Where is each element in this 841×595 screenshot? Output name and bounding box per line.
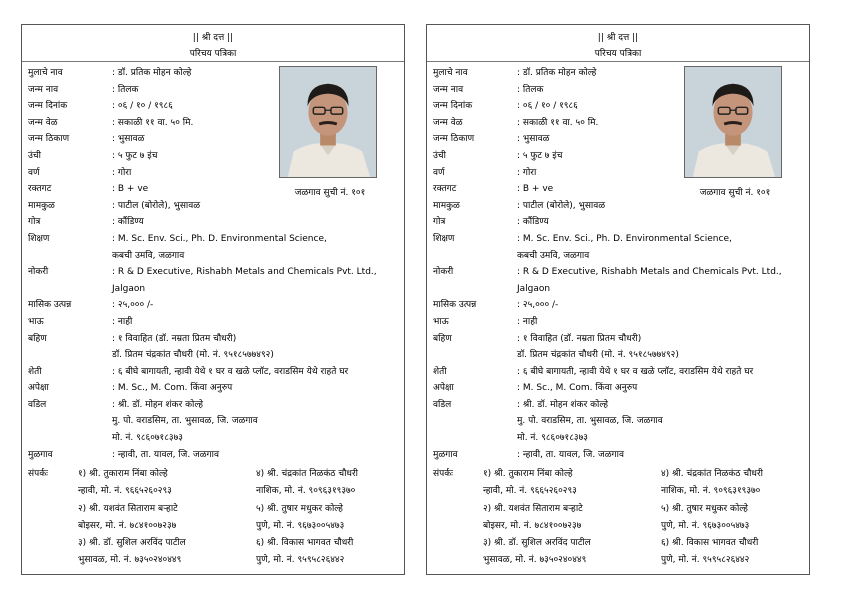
detail-label: मुलाचे नाव [28,68,63,78]
detail-row [28,281,408,298]
contact-left: ३) श्री. डॉ. सुशिल अरविंद पाटील [483,538,591,549]
contact-left: भुसावळ, मो. नं. ७३५०२४०४४९ [78,555,182,566]
detail-value: मु. पो. वराडसिम, ता. भुसावळ, जि. जळगाव [517,416,663,427]
detail-row [433,314,813,331]
detail-value: : M. Sc. Env. Sci., Ph. D. Environmental Science, [112,233,327,244]
detail-row [433,297,813,314]
contact-left: १) श्री. तुकाराम निंबा कोल्हे [483,469,573,479]
detail-label: जन्म दिनांक [28,101,68,112]
detail-value: : १ विवाहित (डॉ. नम्रता प्रितम चौधरी) [517,333,642,344]
detail-value: : ०६ / १० / १९८६ [112,101,173,112]
contacts-label: संपर्कः [433,469,453,479]
contact-right: पुणे, मो. नं. ९६७३००५४७३ [661,520,750,531]
detail-row [28,331,408,348]
header-title: परिचय पत्रिका [594,49,642,59]
detail-row [28,248,408,265]
profile-photo [279,66,377,178]
detail-row [433,231,813,248]
contact-row [28,535,403,552]
detail-value: : न्हावी, ता. यावल, जि. जळगाव [112,449,219,460]
detail-label: गोत्र [433,217,446,228]
detail-value: : R & D Executive, Rishabh Metals and Chemicals Pvt. Ltd., [112,267,377,278]
detail-label: शिक्षण [28,233,50,244]
detail-value: : १ विवाहित (डॉ. नम्रता प्रितम चौधरी) [112,333,237,344]
detail-label: जन्म वेळ [433,117,463,128]
detail-value: : भुसावळ [112,134,145,145]
biodata-card-left [21,24,405,575]
detail-row [28,380,408,397]
contact-right: ४) श्री. चंद्रकांत निळकंठ चौधरी [661,469,763,479]
detail-value: : पाटील (बोरोले), भुसावळ [112,200,201,211]
contact-right: नाशिक, मो. नं. ९०९६३१९३७० [256,486,356,497]
detail-value: : सकाळी ११ वा. ५० मि. [112,117,194,128]
detail-label: जन्म नाव [28,84,59,95]
header-shri-datta: || श्री दत्त || [192,33,234,43]
detail-row [433,380,813,397]
detail-value: कबची उमवि, जळगाव [517,250,590,261]
contact-left: न्हावी, मो. नं. ९६६५२६०२९३ [483,486,577,497]
detail-label: मुळगाव [28,449,53,460]
detail-label: रक्तगट [28,184,52,195]
detail-row [433,364,813,381]
detail-label: वडिल [28,399,47,410]
contact-row [28,552,403,569]
detail-row [28,347,408,364]
contact-right: नाशिक, मो. नं. ९०९६३१९३७० [661,486,761,497]
contact-row [28,483,403,500]
detail-value: : गोरा [517,167,537,178]
detail-value: : कौंडिण्य [112,217,144,228]
detail-row [433,413,813,430]
detail-label: मामकुळ [433,200,460,211]
detail-label: वर्ण [433,167,445,178]
detail-value: : B + ve [517,184,554,195]
detail-label: मासिक उत्पन्न [28,300,72,311]
contact-row [433,501,808,518]
biodata-card-right [426,24,810,575]
detail-value: : गोरा [112,167,132,178]
detail-row [28,297,408,314]
portrait-illustration [280,67,376,177]
contact-right: पुणे, मो. नं. ९५९५८२६४४२ [661,555,750,566]
detail-value: Jalgaon [517,283,551,294]
contact-right: ५) श्री. तुषार मधुकर कोल्हे [256,503,343,514]
detail-label: रक्तगट [433,184,457,195]
detail-label: जन्म ठिकाण [433,134,475,145]
detail-row [433,264,813,281]
contact-left: १) श्री. तुकाराम निंबा कोल्हे [78,469,168,479]
detail-row [28,364,408,381]
portrait-illustration [685,67,781,177]
contact-right: ५) श्री. तुषार मधुकर कोल्हे [661,503,748,514]
detail-value: : न्हावी, ता. यावल, जि. जळगाव [517,449,624,460]
detail-label: शिक्षण [433,233,455,244]
detail-value: : M. Sc. Env. Sci., Ph. D. Environmental Science, [517,233,732,244]
contact-right: ४) श्री. चंद्रकांत निळकंठ चौधरी [256,469,358,479]
detail-label: अपेक्षा [433,383,454,394]
detail-value: डॉ. प्रितम चंद्रकांत चौधरी (मो. नं. ९५१८५७७४९२) [112,350,274,361]
detail-row [433,248,813,265]
detail-row [28,447,408,464]
detail-value: : सकाळी ११ वा. ५० मि. [517,117,599,128]
detail-row [28,214,408,231]
detail-value: डॉ. प्रितम चंद्रकांत चौधरी (मो. नं. ९५१८५७७४९२) [517,350,679,361]
detail-label: बहिण [28,333,47,344]
detail-row [28,314,408,331]
detail-value: : ५ फुट ७ इंच [112,150,158,161]
photo-caption: जळगाव सुची नं. १०१ [699,188,771,198]
detail-value: : २५,००० /- [517,300,559,311]
header-title: परिचय पत्रिका [189,49,237,59]
contact-left: २) श्री. यशवंत सिताराम बऱ्हाटे [78,503,178,514]
contact-row [433,518,808,535]
contact-left: ३) श्री. डॉ. सुशिल अरविंद पाटील [78,538,186,549]
detail-label: भाऊ [433,316,449,327]
header-divider [427,61,809,62]
contact-left: न्हावी, मो. नं. ९६६५२६०२९३ [78,486,172,497]
detail-value: : नाही [517,316,538,327]
header-divider [22,61,404,62]
detail-row [28,397,408,414]
detail-value: : डॉ. प्रतिक मोहन कोल्हे [517,68,597,78]
detail-value: मु. पो. वराडसिम, ता. भुसावळ, जि. जळगाव [112,416,258,427]
detail-row [28,264,408,281]
detail-label: जन्म वेळ [28,117,58,128]
contact-left: भुसावळ, मो. नं. ७३५०२४०४४९ [483,555,587,566]
detail-row [28,430,408,447]
detail-label: वडिल [433,399,452,410]
detail-value: मो. नं. ९८६०७१८३७३ [517,433,588,444]
detail-label: अपेक्षा [28,383,49,394]
detail-label: शेती [28,366,42,377]
detail-row [433,447,813,464]
detail-label: मामकुळ [28,200,55,211]
detail-value: : B + ve [112,184,149,195]
detail-row [28,198,408,215]
detail-label: नोकरी [433,267,454,278]
detail-value: : ५ फुट ७ इंच [517,150,563,161]
detail-value: : पाटील (बोरोले), भुसावळ [517,200,606,211]
contact-row [433,483,808,500]
detail-value: Jalgaon [112,283,146,294]
detail-value: : २५,००० /- [112,300,154,311]
detail-label: उंची [433,150,446,161]
detail-label: जन्म ठिकाण [28,134,70,145]
detail-value: : भुसावळ [517,134,550,145]
detail-value: : R & D Executive, Rishabh Metals and Chemicals Pvt. Ltd., [517,267,782,278]
detail-value: : नाही [112,316,133,327]
detail-label: गोत्र [28,217,41,228]
header-shri-datta: || श्री दत्त || [597,33,639,43]
detail-value: : ६ बीघे बागायती, न्हावी येथे १ घर व खळे प्लॉट, वराडसिम येथे राहते घर [112,366,349,377]
detail-label: उंची [28,150,41,161]
contacts-section [28,466,403,570]
detail-label: मासिक उत्पन्न [433,300,477,311]
detail-value: : ०६ / १० / १९८६ [517,101,578,112]
photo-caption: जळगाव सुची नं. १०१ [294,188,366,198]
detail-row [433,281,813,298]
detail-row [433,430,813,447]
contact-row [433,535,808,552]
detail-row [28,231,408,248]
contact-right: पुणे, मो. नं. ९६७३००५४७३ [256,520,345,531]
contacts-section [433,466,808,570]
detail-row [433,214,813,231]
detail-label: नोकरी [28,267,49,278]
detail-label: जन्म दिनांक [433,101,473,112]
detail-label: मुलाचे नाव [433,68,468,78]
contact-row [28,501,403,518]
detail-label: भाऊ [28,316,44,327]
contact-right: ६) श्री. विकास भागवत चौधरी [661,538,759,549]
detail-value: कबची उमवि, जळगाव [112,250,185,261]
profile-photo [684,66,782,178]
detail-value: : श्री. डॉ. मोहन शंकर कोल्हे [517,399,609,410]
detail-row [433,397,813,414]
contact-right: ६) श्री. विकास भागवत चौधरी [256,538,354,549]
detail-value: : श्री. डॉ. मोहन शंकर कोल्हे [112,399,204,410]
detail-label: बहिण [433,333,452,344]
detail-value: : तिलक [517,84,544,95]
contact-row [28,518,403,535]
contact-right: पुणे, मो. नं. ९५९५८२६४४२ [256,555,345,566]
detail-value: : डॉ. प्रतिक मोहन कोल्हे [112,68,192,78]
contact-left: २) श्री. यशवंत सिताराम बऱ्हाटे [483,503,583,514]
detail-label: मुळगाव [433,449,458,460]
detail-value: मो. नं. ९८६०७१८३७३ [112,433,183,444]
detail-row [433,331,813,348]
detail-value: : M. Sc., M. Com. किंवा अनुरुप [112,383,233,394]
contact-left: बोइसर, मो. नं. ७८४१००७२३७ [78,520,177,531]
contact-row [433,466,808,483]
contact-row [433,552,808,569]
detail-value: : कौंडिण्य [517,217,549,228]
detail-row [433,198,813,215]
detail-value: : M. Sc., M. Com. किंवा अनुरुप [517,383,638,394]
detail-row [28,413,408,430]
contact-row [28,466,403,483]
contacts-label: संपर्कः [28,469,48,479]
detail-row [433,347,813,364]
detail-label: शेती [433,366,447,377]
detail-label: वर्ण [28,167,40,178]
detail-value: : तिलक [112,84,139,95]
detail-value: : ६ बीघे बागायती, न्हावी येथे १ घर व खळे प्लॉट, वराडसिम येथे राहते घर [517,366,754,377]
detail-label: जन्म नाव [433,84,464,95]
contact-left: बोइसर, मो. नं. ७८४१००७२३७ [483,520,582,531]
